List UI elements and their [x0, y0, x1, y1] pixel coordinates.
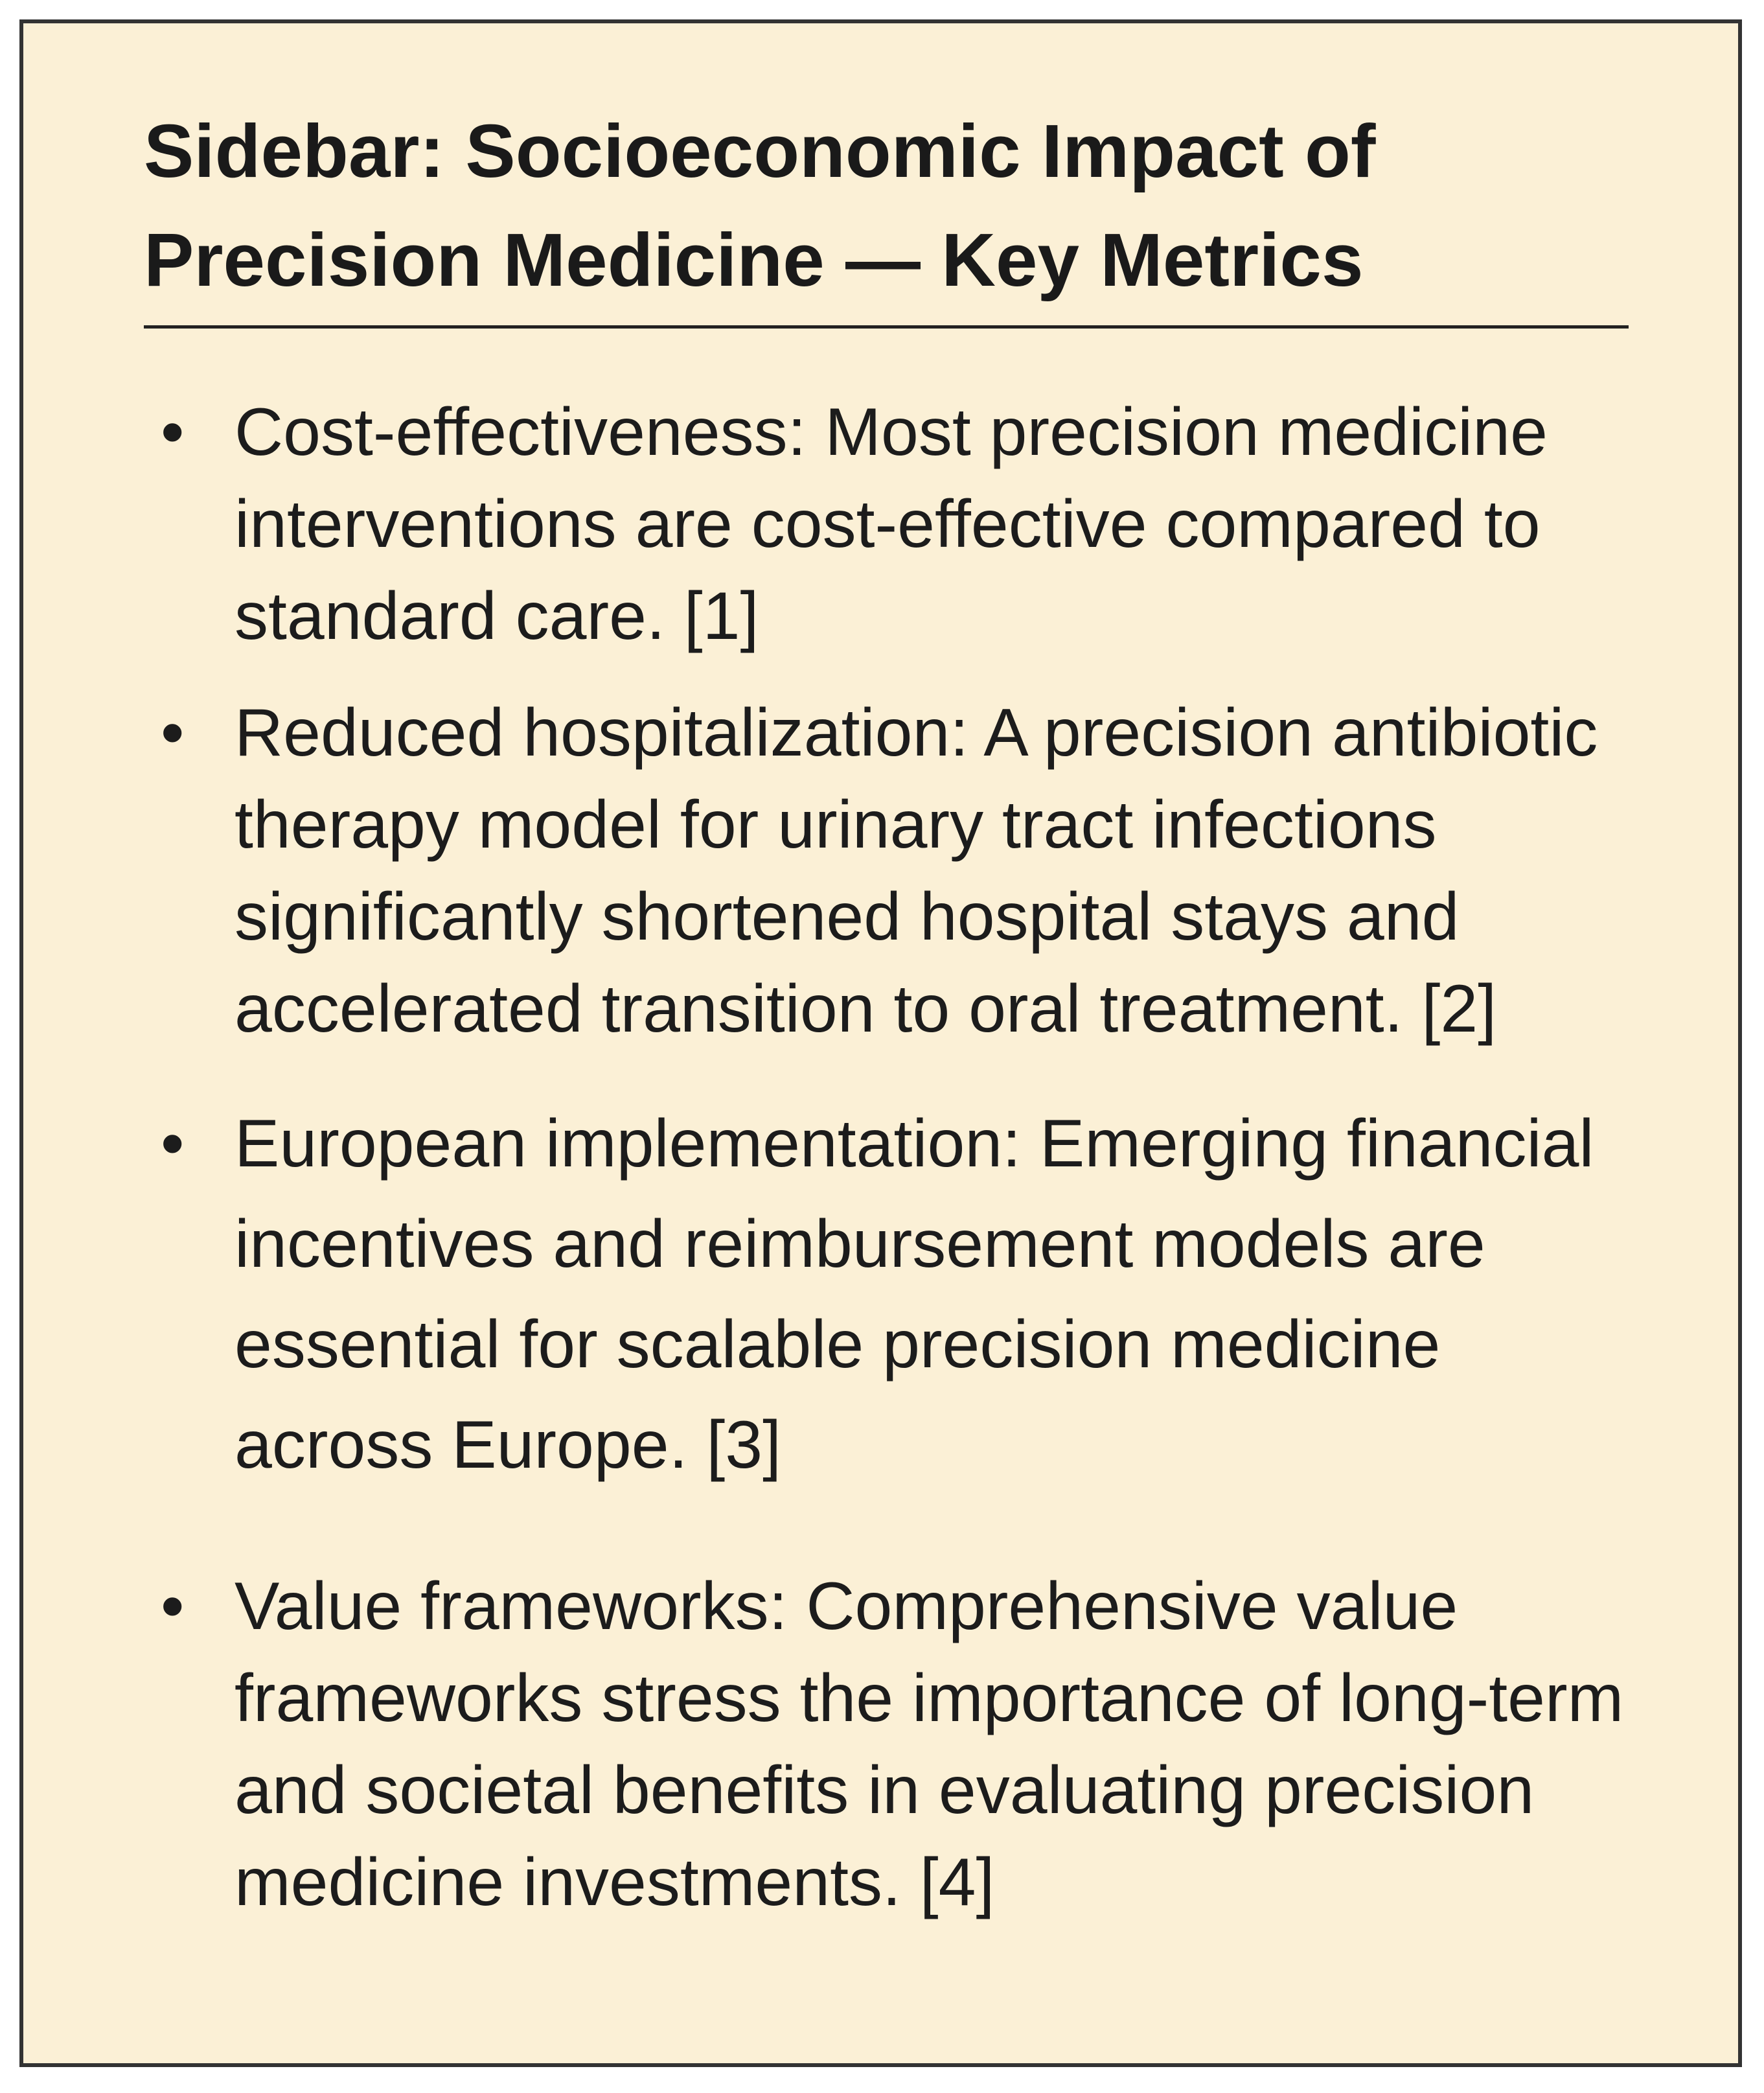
bullet-icon: • — [161, 695, 185, 770]
list-item-reduced-hospitalization — [144, 687, 1653, 1055]
bullet-icon: • — [161, 1106, 185, 1181]
list-item-text: European implementation: Emerging financial incentives and reimbursement models are essential for scalable precision medicine across Europe. [3] — [235, 1106, 1594, 1483]
title-divider — [144, 325, 1629, 329]
list-item-value-frameworks — [144, 1560, 1653, 1928]
list-item-text: Value frameworks: Comprehensive value frameworks stress the importance of long-term and societal benefits in evaluating precision medicine investments. [4] — [235, 1569, 1624, 1920]
bullet-icon: • — [161, 395, 185, 470]
sidebar-panel — [19, 19, 1742, 2067]
key-metrics-list — [144, 386, 1653, 1928]
list-item-text: Reduced hospitalization: A precision antibiotic therapy model for urinary tract infections significantly shortened hospital stays and accelerated transition to oral treatment. [2] — [235, 695, 1598, 1046]
bullet-icon: • — [161, 1569, 185, 1644]
list-item-text: Cost-effectiveness: Most precision medicine interventions are cost-effective compared to standard care. [1] — [235, 395, 1548, 654]
list-item-european-implementation — [144, 1094, 1653, 1496]
sidebar-title: Sidebar: Socioeconomic Impact of Precision Medicine — Key Metrics — [144, 109, 1376, 302]
list-item-cost-effectiveness — [144, 386, 1653, 662]
